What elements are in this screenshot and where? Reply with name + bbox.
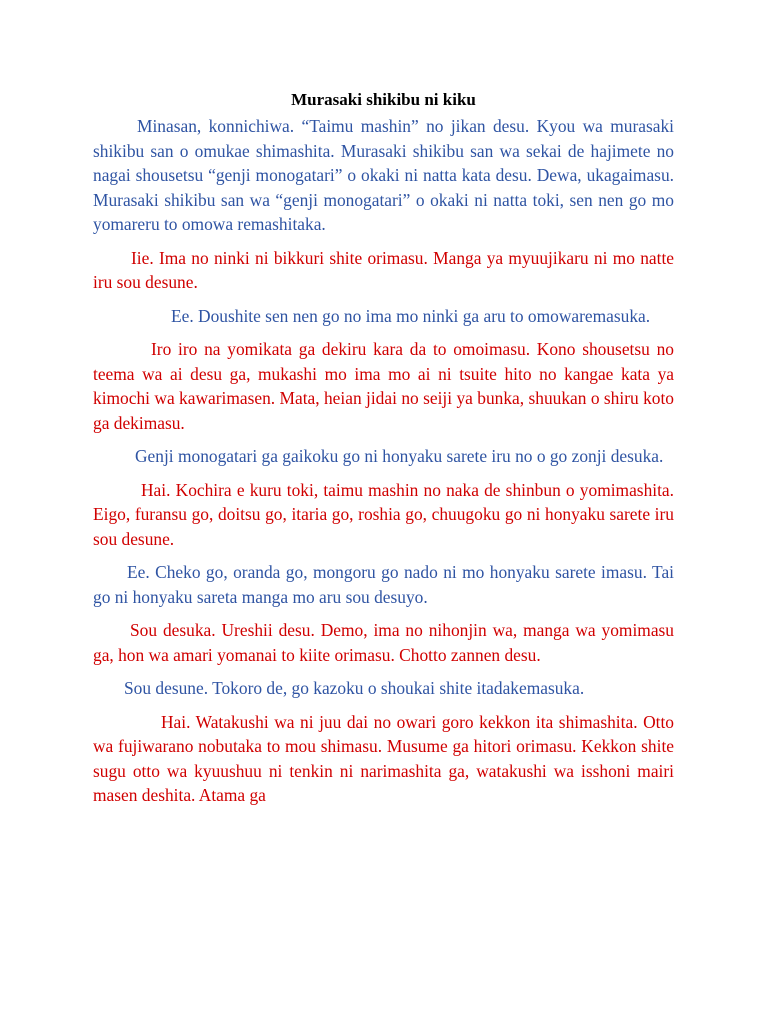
paragraph-murasaki: Hai. Kochira e kuru toki, taimu mashin no naka de shinbun o yomimashita. Eigo, furansu go, doitsu go, itaria go, roshia go, chuugoku go ni honyaku sarete iru sou desune. bbox=[93, 479, 674, 549]
paragraph-murasaki: Iro iro na yomikata ga dekiru kara da to omoimasu. Kono shousetsu no teema wa ai desu ga, mukashi mo ima mo ai ni tsuite hito no kangae kata ya kimochi wa kawarimasen. Mata, heian jidai no seiji ya bunka, shuukan o shiru koto ga dekimasu. bbox=[93, 339, 674, 433]
document-title: Murasaki shikibu ni kiku bbox=[291, 90, 476, 109]
paragraph-murasaki: Sou desuka. Ureshii desu. Demo, ima no nihonjin wa, manga wa yomimasu ga, hon wa amari yomanai to kiite orimasu. Chotto zannen desu. bbox=[93, 620, 674, 665]
paragraph-murasaki: Iie. Ima no ninki ni bikkuri shite orimasu. Manga ya myuujikaru ni mo natte iru sou desune. bbox=[93, 247, 674, 292]
paragraph-interviewer: Sou desune. Tokoro de, go kazoku o shoukai shite itadakemasuka. bbox=[124, 678, 585, 698]
paragraph-murasaki: Hai. Watakushi wa ni juu dai no owari goro kekkon ita shimashita. Otto wa fujiwarano nobutaka to mou shimasu. Musume ga hitori orimasu. Kekkon shite sugu otto wa kyuushuu ni tenkin ni narimashita ga, watakushi wa isshoni mairi masen deshita. Atama ga bbox=[93, 711, 674, 805]
document-page bbox=[93, 88, 674, 817]
paragraph-interviewer: Ee. Cheko go, oranda go, mongoru go nado ni mo honyaku sarete imasu. Tai go ni honyaku sareta manga mo aru sou desuyo. bbox=[93, 562, 674, 607]
paragraph-interviewer: Ee. Doushite sen nen go no ima mo ninki ga aru to omowaremasuka. bbox=[171, 305, 651, 326]
paragraph-interviewer: Minasan, konnichiwa. “Taimu mashin” no jikan desu. Kyou wa murasaki shikibu san o omukae shimashita. Murasaki shikibu san wa sekai de hajimete no nagai shousetsu “genji monogatari” o okaki ni natta kata desu. Dewa, ukagaimasu. Murasaki shikibu san wa “genji monogatari” o okaki ni natta toki, sen nen go mo yomareru to omowa remashitaka. bbox=[93, 116, 674, 234]
paragraph-interviewer: Genji monogatari ga gaikoku go ni honyaku sarete iru no o go zonji desuka. bbox=[135, 446, 664, 466]
